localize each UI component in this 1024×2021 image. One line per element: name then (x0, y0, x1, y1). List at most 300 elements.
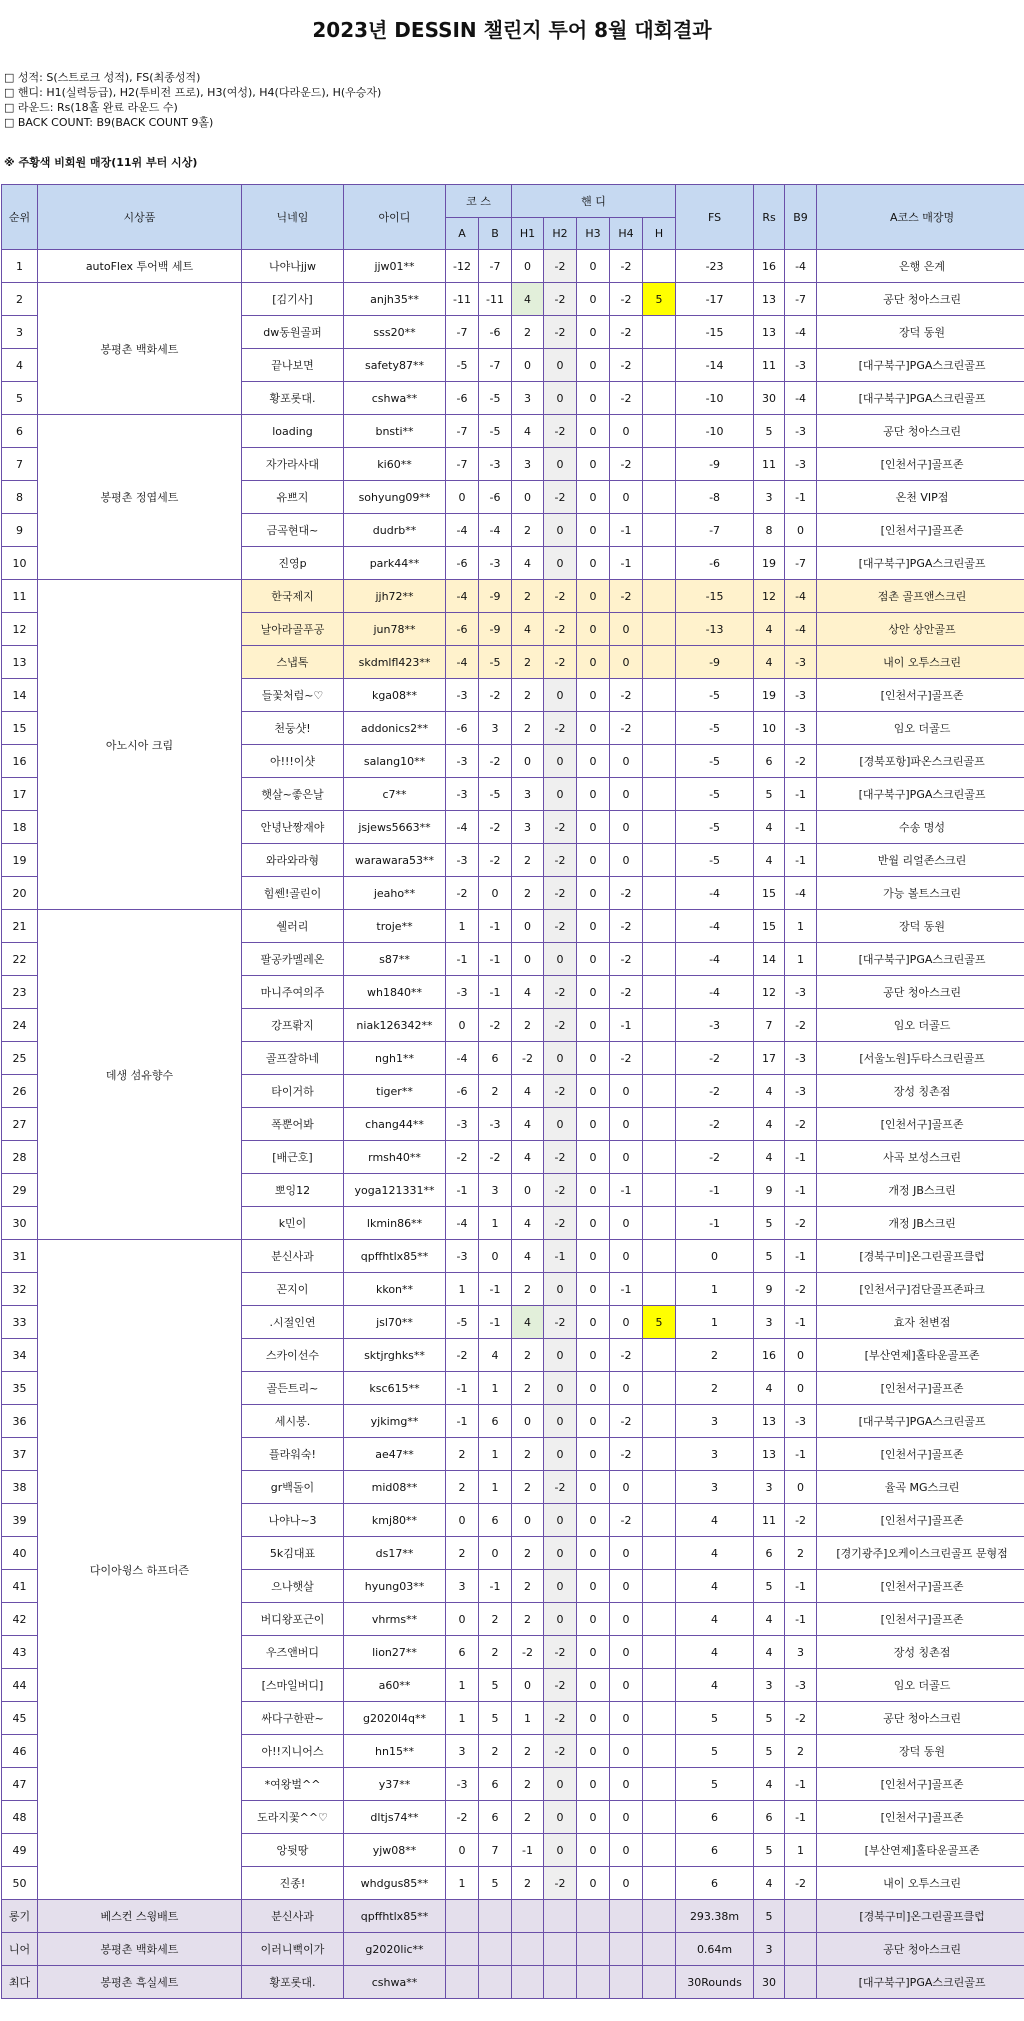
cell-h (643, 976, 676, 1009)
cell-h3: 0 (577, 712, 610, 745)
cell-nickname: [배근호] (242, 1141, 344, 1174)
cell-rank: 18 (2, 811, 38, 844)
prize-cell: 다이아윙스 하프더즌 (38, 1240, 242, 1900)
cell-score-a: 1 (446, 910, 479, 943)
cell-h1: 0 (512, 910, 544, 943)
cell-id: sss20** (344, 316, 446, 349)
cell-h2: -2 (544, 1075, 577, 1108)
cell-score-a: -3 (446, 976, 479, 1009)
cell-h4: 0 (610, 811, 643, 844)
cell-nickname: [김기사] (242, 283, 344, 316)
cell-store: 상안 상안골프 (817, 613, 1024, 646)
cell-h (643, 1405, 676, 1438)
cell-score-b: 3 (479, 712, 512, 745)
cell-fs: -15 (676, 316, 754, 349)
cell-score-b: -1 (479, 1570, 512, 1603)
cell-b9: 1 (785, 1834, 817, 1867)
cell-empty (544, 1966, 577, 1999)
cell-h1: -1 (512, 1834, 544, 1867)
cell-h3: 0 (577, 1504, 610, 1537)
cell-b9: -2 (785, 1108, 817, 1141)
cell-b9: -1 (785, 1570, 817, 1603)
cell-h (643, 1240, 676, 1273)
cell-store: 효자 천변점 (817, 1306, 1024, 1339)
cell-score-b: -3 (479, 448, 512, 481)
cell-store: [대구북구]PGA스크린골프 (817, 382, 1024, 415)
cell-store: 개정 JB스크린 (817, 1174, 1024, 1207)
cell-fs: -13 (676, 613, 754, 646)
cell-h3: 0 (577, 250, 610, 283)
cell-h3: 0 (577, 976, 610, 1009)
cell-h2: 0 (544, 1834, 577, 1867)
cell-score-a: -4 (446, 646, 479, 679)
cell-empty (785, 1966, 817, 1999)
header-h: H (643, 218, 676, 250)
cell-store: [경기광주]오케이스크린골프 문형점 (817, 1537, 1024, 1570)
cell-nickname: 스카이선수 (242, 1339, 344, 1372)
cell-score-b: 0 (479, 1537, 512, 1570)
cell-h (643, 250, 676, 283)
cell-id: salang10** (344, 745, 446, 778)
cell-id: niak126342** (344, 1009, 446, 1042)
cell-score-a: -11 (446, 283, 479, 316)
cell-nickname: 황포롯대. (242, 382, 344, 415)
cell-rank: 6 (2, 415, 38, 448)
cell-h4: 0 (610, 1306, 643, 1339)
cell-empty (479, 1933, 512, 1966)
cell-fs: -2 (676, 1075, 754, 1108)
cell-rank: 34 (2, 1339, 38, 1372)
prize-cell: 봉평촌 백화세트 (38, 283, 242, 415)
cell-rank: 46 (2, 1735, 38, 1768)
cell-id: jjw01** (344, 250, 446, 283)
cell-h (643, 778, 676, 811)
cell-h2: -1 (544, 1240, 577, 1273)
cell-h4: -2 (610, 1339, 643, 1372)
cell-b9: -2 (785, 1273, 817, 1306)
cell-h: 5 (643, 283, 676, 316)
cell-id: kmj80** (344, 1504, 446, 1537)
cell-fs: -5 (676, 712, 754, 745)
cell-h4: 0 (610, 1669, 643, 1702)
cell-rs: 12 (754, 976, 785, 1009)
cell-b9: -1 (785, 1768, 817, 1801)
cell-score-a: -6 (446, 613, 479, 646)
cell-empty (479, 1966, 512, 1999)
cell-b9: -1 (785, 1240, 817, 1273)
cell-h (643, 349, 676, 382)
cell-score-a: -3 (446, 1240, 479, 1273)
cell-empty (610, 1900, 643, 1933)
cell-score-b: 6 (479, 1801, 512, 1834)
cell-score-a: -4 (446, 514, 479, 547)
cell-h (643, 910, 676, 943)
prize-cell: 아노시아 크림 (38, 580, 242, 910)
cell-h3: 0 (577, 1867, 610, 1900)
cell-store: 공단 청아스크린 (817, 1702, 1024, 1735)
cell-nickname: 싸다구한판~ (242, 1702, 344, 1735)
cell-h3: 0 (577, 1636, 610, 1669)
cell-b9: -2 (785, 1207, 817, 1240)
cell-rs: 4 (754, 1636, 785, 1669)
cell-rank: 40 (2, 1537, 38, 1570)
cell-nickname: [스마일버디] (242, 1669, 344, 1702)
cell-h4: 0 (610, 1801, 643, 1834)
cell-score-b: 2 (479, 1735, 512, 1768)
cell-rank: 9 (2, 514, 38, 547)
cell-fs: 6 (676, 1834, 754, 1867)
cell-id: yjkimg** (344, 1405, 446, 1438)
cell-store: 임오 더골드 (817, 712, 1024, 745)
cell-rank: 28 (2, 1141, 38, 1174)
cell-fs: -6 (676, 547, 754, 580)
cell-score-b: -6 (479, 316, 512, 349)
cell-h (643, 580, 676, 613)
cell-b9: 0 (785, 1339, 817, 1372)
cell-nickname: gr백돌이 (242, 1471, 344, 1504)
cell-nickname: 금곡현대~ (242, 514, 344, 547)
cell-nickname: .시절인연 (242, 1306, 344, 1339)
cell-h (643, 1570, 676, 1603)
cell-rank: 8 (2, 481, 38, 514)
cell-h4: -1 (610, 547, 643, 580)
cell-h2: -2 (544, 1141, 577, 1174)
cell-h2: -2 (544, 1735, 577, 1768)
prize-cell: 데생 섬유향수 (38, 910, 242, 1240)
cell-fs: -14 (676, 349, 754, 382)
cell-h2: -2 (544, 1174, 577, 1207)
cell-h4: 0 (610, 1240, 643, 1273)
cell-id: cshwa** (344, 382, 446, 415)
cell-store: [부산연제]홀타운골프존 (817, 1339, 1024, 1372)
cell-h1: 2 (512, 1570, 544, 1603)
cell-b9: -3 (785, 349, 817, 382)
cell-score-a: -3 (446, 745, 479, 778)
cell-b9: 0 (785, 1471, 817, 1504)
cell-h (643, 1504, 676, 1537)
cell-b9: -4 (785, 877, 817, 910)
cell-h4: 0 (610, 1768, 643, 1801)
cell-fs: -3 (676, 1009, 754, 1042)
cell-h (643, 1735, 676, 1768)
cell-h3: 0 (577, 1768, 610, 1801)
cell-h1: 4 (512, 1207, 544, 1240)
cell-id: jeaho** (344, 877, 446, 910)
cell-h (643, 712, 676, 745)
cell-h (643, 811, 676, 844)
cell-b9: -1 (785, 844, 817, 877)
cell-h1: 4 (512, 613, 544, 646)
cell-id: jun78** (344, 613, 446, 646)
cell-h (643, 1669, 676, 1702)
cell-id: dudrb** (344, 514, 446, 547)
cell-h1: 3 (512, 811, 544, 844)
cell-rs: 4 (754, 646, 785, 679)
special-award-row (2, 1933, 1024, 1966)
cell-rank: 23 (2, 976, 38, 1009)
cell-empty (577, 1966, 610, 1999)
prize-cell: 봉평촌 흑실세트 (38, 1966, 242, 1999)
cell-h1: 2 (512, 1603, 544, 1636)
cell-store: [인천서구]골프존 (817, 1768, 1024, 1801)
cell-h (643, 646, 676, 679)
cell-b9: -1 (785, 1306, 817, 1339)
cell-nickname: 나야나jjw (242, 250, 344, 283)
cell-id: kkon** (344, 1273, 446, 1306)
cell-h1: -2 (512, 1042, 544, 1075)
cell-empty (610, 1933, 643, 1966)
cell-h2: 0 (544, 1405, 577, 1438)
cell-b9: -1 (785, 1603, 817, 1636)
cell-h4: 0 (610, 1207, 643, 1240)
cell-rank: 22 (2, 943, 38, 976)
cell-id: whdgus85** (344, 1867, 446, 1900)
cell-nickname: 황포롯대. (242, 1966, 344, 1999)
cell-h2: -2 (544, 283, 577, 316)
cell-h2: -2 (544, 1636, 577, 1669)
cell-id: g2020l4q** (344, 1702, 446, 1735)
cell-nickname: 앙뒷땅 (242, 1834, 344, 1867)
cell-store: 장덕 동원 (817, 316, 1024, 349)
cell-h4: -2 (610, 283, 643, 316)
cell-b9: -3 (785, 415, 817, 448)
cell-h4: 0 (610, 844, 643, 877)
cell-nickname: 타이거하 (242, 1075, 344, 1108)
cell-h3: 0 (577, 745, 610, 778)
cell-b9: -3 (785, 679, 817, 712)
cell-rs: 11 (754, 1504, 785, 1537)
cell-b9: -4 (785, 580, 817, 613)
cell-b9: 1 (785, 910, 817, 943)
cell-empty (643, 1933, 676, 1966)
cell-rank: 50 (2, 1867, 38, 1900)
cell-h1: 2 (512, 1768, 544, 1801)
cell-score-b: 1 (479, 1471, 512, 1504)
cell-store: [인천서구]골프존 (817, 514, 1024, 547)
cell-score-b: -7 (479, 349, 512, 382)
cell-store: [인천서구]골프존 (817, 1570, 1024, 1603)
cell-store: [인천서구]골프존 (817, 1801, 1024, 1834)
cell-store: 공단 청아스크린 (817, 976, 1024, 1009)
cell-h3: 0 (577, 1240, 610, 1273)
cell-id: ki60** (344, 448, 446, 481)
cell-h1: 2 (512, 1438, 544, 1471)
cell-nickname: 와라와라형 (242, 844, 344, 877)
cell-score-a: 1 (446, 1702, 479, 1735)
cell-rs: 3 (754, 481, 785, 514)
cell-h2: -2 (544, 1867, 577, 1900)
special-award-row (2, 1966, 1024, 1999)
cell-fs: -9 (676, 646, 754, 679)
cell-score-b: 2 (479, 1636, 512, 1669)
cell-score-a: 0 (446, 1834, 479, 1867)
cell-id: park44** (344, 547, 446, 580)
cell-score-b: 5 (479, 1669, 512, 1702)
cell-store: 임오 더골드 (817, 1669, 1024, 1702)
legend-line-score: □ 성적: S(스트로크 성적), FS(최종성적) (4, 71, 201, 84)
cell-score-b: 6 (479, 1405, 512, 1438)
cell-b9: -1 (785, 1801, 817, 1834)
cell-h (643, 1603, 676, 1636)
table-row (2, 1240, 1024, 1273)
cell-store: 공단 청아스크린 (817, 415, 1024, 448)
cell-fs: -2 (676, 1108, 754, 1141)
cell-fs: 6 (676, 1801, 754, 1834)
cell-fs: 2 (676, 1339, 754, 1372)
page-title: 2023년 DESSIN 챌린지 투어 8월 대회결과 (312, 18, 712, 42)
cell-id: tiger** (344, 1075, 446, 1108)
header-a: A (446, 218, 479, 250)
prize-cell: 봉평촌 정엽세트 (38, 415, 242, 580)
cell-h1: 0 (512, 1504, 544, 1537)
cell-rs: 8 (754, 514, 785, 547)
cell-fs: -1 (676, 1174, 754, 1207)
cell-h3: 0 (577, 514, 610, 547)
cell-rs: 9 (754, 1174, 785, 1207)
cell-fs: 4 (676, 1537, 754, 1570)
cell-fs: 0 (676, 1240, 754, 1273)
cell-fs: 1 (676, 1273, 754, 1306)
cell-fs: -10 (676, 415, 754, 448)
cell-fs: 4 (676, 1603, 754, 1636)
cell-h1: 2 (512, 316, 544, 349)
header-h4: H4 (610, 218, 643, 250)
cell-h4: 0 (610, 1570, 643, 1603)
cell-h4: -2 (610, 1438, 643, 1471)
cell-score-b: 2 (479, 1075, 512, 1108)
cell-h2: 0 (544, 1603, 577, 1636)
cell-h4: 0 (610, 415, 643, 448)
cell-score-b: 1 (479, 1207, 512, 1240)
cell-h2: 0 (544, 778, 577, 811)
cell-score-a: -5 (446, 1306, 479, 1339)
cell-rs: 5 (754, 1570, 785, 1603)
cell-nickname: 유쁘지 (242, 481, 344, 514)
cell-fs: -17 (676, 283, 754, 316)
cell-h1: 2 (512, 1867, 544, 1900)
cell-store: 공단 청아스크린 (817, 1933, 1024, 1966)
cell-rank: 14 (2, 679, 38, 712)
cell-h2: -2 (544, 811, 577, 844)
cell-h4: -2 (610, 382, 643, 415)
cell-h1: 4 (512, 1240, 544, 1273)
table-row (2, 283, 1024, 316)
cell-h2: -2 (544, 646, 577, 679)
cell-rank: 42 (2, 1603, 38, 1636)
cell-h (643, 1372, 676, 1405)
cell-score-b: -9 (479, 613, 512, 646)
cell-rs: 5 (754, 1702, 785, 1735)
cell-rs: 13 (754, 1438, 785, 1471)
header-b: B (479, 218, 512, 250)
cell-rs: 6 (754, 1801, 785, 1834)
cell-rs: 4 (754, 811, 785, 844)
cell-score-a: 0 (446, 1504, 479, 1537)
cell-rs: 15 (754, 910, 785, 943)
cell-nickname: 스냅톡 (242, 646, 344, 679)
cell-h2: -2 (544, 976, 577, 1009)
cell-nickname: 강프롺지 (242, 1009, 344, 1042)
cell-rank: 21 (2, 910, 38, 943)
cell-score-b: 6 (479, 1768, 512, 1801)
cell-rank: 35 (2, 1372, 38, 1405)
cell-score-b: 3 (479, 1174, 512, 1207)
cell-id: yoga121331** (344, 1174, 446, 1207)
cell-h2: 0 (544, 349, 577, 382)
cell-h3: 0 (577, 646, 610, 679)
cell-rs: 3 (754, 1933, 785, 1966)
cell-nickname: 아!!!이샷 (242, 745, 344, 778)
cell-h2: 0 (544, 943, 577, 976)
cell-rank: 37 (2, 1438, 38, 1471)
cell-h3: 0 (577, 778, 610, 811)
cell-fs: 2 (676, 1372, 754, 1405)
cell-score-a: -3 (446, 679, 479, 712)
cell-b9: -3 (785, 1405, 817, 1438)
table-row (2, 910, 1024, 943)
cell-h2: 0 (544, 1570, 577, 1603)
cell-h4: -2 (610, 943, 643, 976)
cell-rank: 5 (2, 382, 38, 415)
cell-id: jsjews5663** (344, 811, 446, 844)
cell-h3: 0 (577, 1702, 610, 1735)
cell-h4: 0 (610, 646, 643, 679)
cell-score-a: -1 (446, 943, 479, 976)
cell-h1: 1 (512, 1702, 544, 1735)
cell-score-a: -2 (446, 1801, 479, 1834)
cell-fs: -5 (676, 811, 754, 844)
cell-fs: -15 (676, 580, 754, 613)
cell-store: [대구북구]PGA스크린골프 (817, 943, 1024, 976)
cell-rank: 29 (2, 1174, 38, 1207)
cell-b9: -2 (785, 1009, 817, 1042)
cell-rs: 10 (754, 712, 785, 745)
cell-score-b: 5 (479, 1867, 512, 1900)
cell-h2: -2 (544, 1471, 577, 1504)
cell-rank: 4 (2, 349, 38, 382)
cell-h (643, 1834, 676, 1867)
cell-rs: 4 (754, 1768, 785, 1801)
cell-h (643, 844, 676, 877)
cell-h3: 0 (577, 1438, 610, 1471)
cell-h2: 0 (544, 382, 577, 415)
cell-h (643, 1075, 676, 1108)
cell-nickname: 분신사과 (242, 1240, 344, 1273)
cell-h2: -2 (544, 712, 577, 745)
cell-fs: -5 (676, 745, 754, 778)
cell-h2: -2 (544, 1306, 577, 1339)
cell-h1: 4 (512, 976, 544, 1009)
cell-h1: 2 (512, 514, 544, 547)
cell-h3: 0 (577, 283, 610, 316)
cell-b9: -3 (785, 1042, 817, 1075)
cell-nickname: 이러니뻑이가 (242, 1933, 344, 1966)
cell-h2: 0 (544, 1042, 577, 1075)
cell-rank: 26 (2, 1075, 38, 1108)
prize-cell: 봉평촌 백화세트 (38, 1933, 242, 1966)
cell-empty (446, 1966, 479, 1999)
cell-h3: 0 (577, 1108, 610, 1141)
cell-b9: -1 (785, 481, 817, 514)
cell-empty (610, 1966, 643, 1999)
cell-rs: 5 (754, 1240, 785, 1273)
cell-store: 개정 JB스크린 (817, 1207, 1024, 1240)
cell-rs: 13 (754, 316, 785, 349)
cell-rank: 24 (2, 1009, 38, 1042)
cell-nickname: 5k김대표 (242, 1537, 344, 1570)
cell-fs: -23 (676, 250, 754, 283)
cell-score-b: -1 (479, 1273, 512, 1306)
